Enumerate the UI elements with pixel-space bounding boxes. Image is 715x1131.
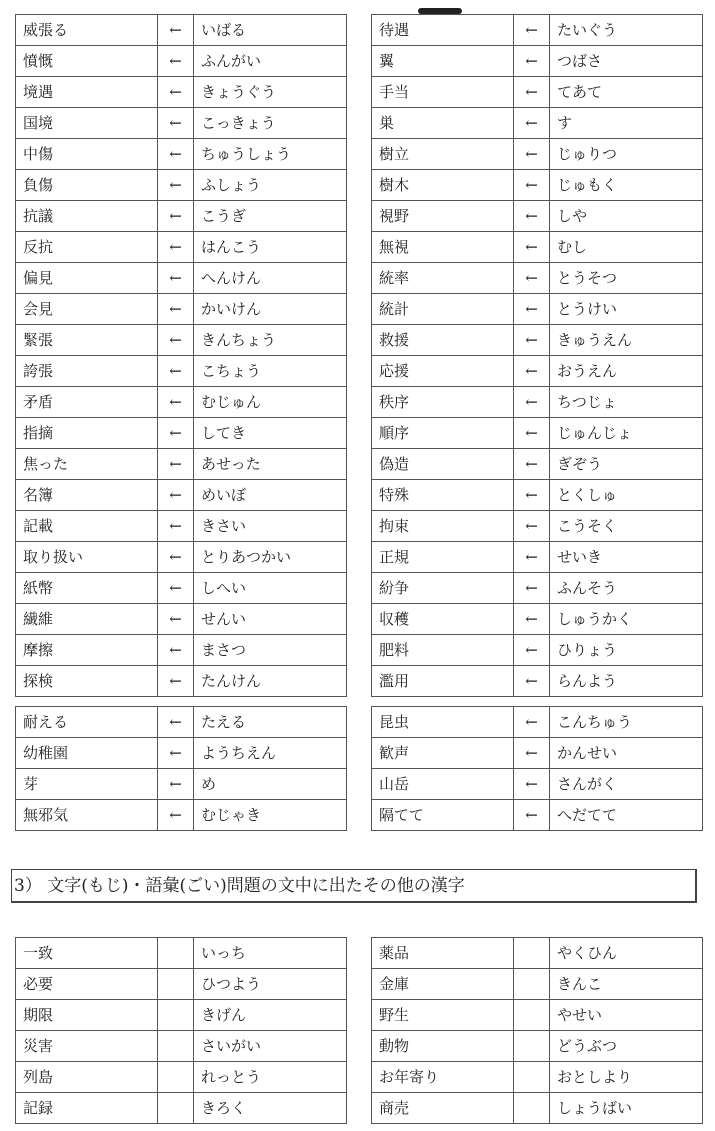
arrow-left-icon: ←	[514, 480, 550, 511]
reading: いっち	[194, 938, 347, 969]
kanji-word: 芽	[16, 769, 158, 800]
table-row	[372, 800, 703, 831]
reading: きゅうえん	[550, 325, 703, 356]
table-row	[16, 170, 347, 201]
kanji-word: 収穫	[372, 604, 514, 635]
reading: ぎぞう	[550, 449, 703, 480]
kanji-word: 肥料	[372, 635, 514, 666]
kanji-word: 誇張	[16, 356, 158, 387]
kanji-word: 列島	[16, 1062, 158, 1093]
table-row	[16, 294, 347, 325]
reading: とうそつ	[550, 263, 703, 294]
kanji-word: 取り扱い	[16, 542, 158, 573]
reading: かいけん	[194, 294, 347, 325]
kanji-word: 無邪気	[16, 800, 158, 831]
table-row	[16, 635, 347, 666]
kanji-word: 偽造	[372, 449, 514, 480]
reading: さいがい	[194, 1031, 347, 1062]
kanji-word: 順序	[372, 418, 514, 449]
table-row	[16, 511, 347, 542]
blank-cell	[514, 969, 550, 1000]
kanji-word: 濫用	[372, 666, 514, 697]
reading: きょうぐう	[194, 77, 347, 108]
reading: せいき	[550, 542, 703, 573]
kanji-word: 名簿	[16, 480, 158, 511]
table-row	[16, 77, 347, 108]
reading: しょうばい	[550, 1093, 703, 1124]
table-row	[16, 707, 347, 738]
table-row	[372, 418, 703, 449]
reading: じゅりつ	[550, 139, 703, 170]
arrow-left-icon: ←	[514, 800, 550, 831]
kanji-word: 指摘	[16, 418, 158, 449]
table-row	[372, 480, 703, 511]
arrow-left-icon: ←	[158, 263, 194, 294]
arrow-left-icon: ←	[514, 769, 550, 800]
arrow-left-icon: ←	[514, 707, 550, 738]
reading: とくしゅ	[550, 480, 703, 511]
reading: へんけん	[194, 263, 347, 294]
kanji-word: 威張る	[16, 15, 158, 46]
kanji-word: 耐える	[16, 707, 158, 738]
table-row	[16, 232, 347, 263]
reading: かんせい	[550, 738, 703, 769]
reading: しゅうかく	[550, 604, 703, 635]
arrow-left-icon: ←	[514, 263, 550, 294]
arrow-left-icon: ←	[514, 542, 550, 573]
kanji-word: 山岳	[372, 769, 514, 800]
table-row	[372, 542, 703, 573]
table-row	[372, 232, 703, 263]
reading: ひつよう	[194, 969, 347, 1000]
table-row	[16, 480, 347, 511]
kanji-word: 一致	[16, 938, 158, 969]
kanji-word: 抗議	[16, 201, 158, 232]
kanji-word: 繊維	[16, 604, 158, 635]
table-row	[16, 969, 347, 1000]
kanji-word: 幼稚園	[16, 738, 158, 769]
table-row	[372, 1062, 703, 1093]
kanji-word: 境遇	[16, 77, 158, 108]
table-row	[16, 15, 347, 46]
table-row	[16, 938, 347, 969]
table-row	[372, 707, 703, 738]
arrow-left-icon: ←	[158, 108, 194, 139]
arrow-left-icon: ←	[514, 139, 550, 170]
table-row	[372, 1093, 703, 1124]
kanji-word: 秩序	[372, 387, 514, 418]
table-row	[16, 356, 347, 387]
arrow-left-icon: ←	[158, 232, 194, 263]
arrow-left-icon: ←	[158, 542, 194, 573]
arrow-left-icon: ←	[514, 604, 550, 635]
arrow-left-icon: ←	[514, 418, 550, 449]
table-row	[16, 738, 347, 769]
reading: ちつじょ	[550, 387, 703, 418]
arrow-left-icon: ←	[514, 573, 550, 604]
kanji-word: 樹立	[372, 139, 514, 170]
arrow-left-icon: ←	[158, 325, 194, 356]
kanji-word: 紛争	[372, 573, 514, 604]
reading: きんちょう	[194, 325, 347, 356]
arrow-left-icon: ←	[158, 139, 194, 170]
table-row	[372, 46, 703, 77]
arrow-left-icon: ←	[158, 604, 194, 635]
blank-cell	[158, 938, 194, 969]
table-row	[16, 325, 347, 356]
reading: つばさ	[550, 46, 703, 77]
reading: とりあつかい	[194, 542, 347, 573]
kanji-word: 応援	[372, 356, 514, 387]
reading: す	[550, 108, 703, 139]
reading: せんい	[194, 604, 347, 635]
table-row	[16, 201, 347, 232]
kanji-word: 期限	[16, 1000, 158, 1031]
arrow-left-icon: ←	[514, 387, 550, 418]
blank-cell	[514, 1093, 550, 1124]
table-row	[372, 573, 703, 604]
arrow-left-icon: ←	[158, 449, 194, 480]
vocab-table-left-2	[15, 706, 347, 831]
arrow-left-icon: ←	[514, 77, 550, 108]
table-row	[372, 738, 703, 769]
kanji-word: 視野	[372, 201, 514, 232]
reading: ふんがい	[194, 46, 347, 77]
arrow-left-icon: ←	[158, 707, 194, 738]
kanji-word: 負傷	[16, 170, 158, 201]
table-row	[372, 325, 703, 356]
reading: きげん	[194, 1000, 347, 1031]
arrow-left-icon: ←	[158, 511, 194, 542]
reading: してき	[194, 418, 347, 449]
table-row	[372, 1000, 703, 1031]
reading: ようちえん	[194, 738, 347, 769]
reading: きろく	[194, 1093, 347, 1124]
kanji-word: 動物	[372, 1031, 514, 1062]
table-row	[372, 666, 703, 697]
blank-cell	[158, 1093, 194, 1124]
kanji-word: 矛盾	[16, 387, 158, 418]
arrow-left-icon: ←	[514, 232, 550, 263]
arrow-left-icon: ←	[158, 77, 194, 108]
vocab-table-right-2	[371, 706, 703, 831]
reading: やくひん	[550, 938, 703, 969]
blank-cell	[514, 938, 550, 969]
table-row	[16, 1031, 347, 1062]
blank-cell	[158, 969, 194, 1000]
table-row	[372, 387, 703, 418]
arrow-left-icon: ←	[514, 294, 550, 325]
kanji-word: 記録	[16, 1093, 158, 1124]
vocab-table-right-3	[371, 937, 703, 1124]
arrow-left-icon: ←	[158, 418, 194, 449]
table-row	[16, 46, 347, 77]
arrow-left-icon: ←	[514, 666, 550, 697]
kanji-word: 正規	[372, 542, 514, 573]
arrow-left-icon: ←	[158, 356, 194, 387]
reading: おうえん	[550, 356, 703, 387]
table-row	[372, 201, 703, 232]
table-row	[16, 108, 347, 139]
reading: れっとう	[194, 1062, 347, 1093]
table-row	[372, 769, 703, 800]
arrow-left-icon: ←	[158, 738, 194, 769]
table-row	[16, 449, 347, 480]
reading: きんこ	[550, 969, 703, 1000]
kanji-word: 手当	[372, 77, 514, 108]
reading: こんちゅう	[550, 707, 703, 738]
reading: むじゅん	[194, 387, 347, 418]
kanji-word: 記載	[16, 511, 158, 542]
kanji-word: 偏見	[16, 263, 158, 294]
reading: へだてて	[550, 800, 703, 831]
arrow-left-icon: ←	[158, 46, 194, 77]
arrow-left-icon: ←	[514, 356, 550, 387]
table-row	[16, 604, 347, 635]
table-row	[372, 511, 703, 542]
arrow-left-icon: ←	[514, 108, 550, 139]
kanji-word: 待遇	[372, 15, 514, 46]
arrow-left-icon: ←	[514, 15, 550, 46]
table-row	[16, 800, 347, 831]
arrow-left-icon: ←	[514, 170, 550, 201]
reading: むじゃき	[194, 800, 347, 831]
reading: たいぐう	[550, 15, 703, 46]
reading: じゅもく	[550, 170, 703, 201]
arrow-left-icon: ←	[158, 170, 194, 201]
table-row	[372, 969, 703, 1000]
kanji-word: 憤慨	[16, 46, 158, 77]
reading: ちゅうしょう	[194, 139, 347, 170]
kanji-word: 緊張	[16, 325, 158, 356]
table-row	[372, 139, 703, 170]
section-heading: 3） 文字(もじ)・語彙(ごい)問題の文中に出たその他の漢字	[11, 869, 697, 903]
arrow-left-icon: ←	[158, 635, 194, 666]
reading: しや	[550, 201, 703, 232]
kanji-word: お年寄り	[372, 1062, 514, 1093]
kanji-word: 必要	[16, 969, 158, 1000]
kanji-word: 無視	[372, 232, 514, 263]
kanji-word: 救援	[372, 325, 514, 356]
kanji-word: 昆虫	[372, 707, 514, 738]
blank-cell	[514, 1000, 550, 1031]
reading: てあて	[550, 77, 703, 108]
arrow-left-icon: ←	[158, 573, 194, 604]
blank-cell	[158, 1031, 194, 1062]
kanji-word: 拘束	[372, 511, 514, 542]
reading: さんがく	[550, 769, 703, 800]
table-row	[16, 1000, 347, 1031]
table-row	[372, 15, 703, 46]
reading: きさい	[194, 511, 347, 542]
kanji-word: 薬品	[372, 938, 514, 969]
kanji-word: 商売	[372, 1093, 514, 1124]
kanji-word: 樹木	[372, 170, 514, 201]
table-row	[16, 1062, 347, 1093]
table-row	[372, 170, 703, 201]
reading: どうぶつ	[550, 1031, 703, 1062]
reading: とうけい	[550, 294, 703, 325]
kanji-word: 災害	[16, 1031, 158, 1062]
arrow-left-icon: ←	[158, 15, 194, 46]
arrow-left-icon: ←	[514, 201, 550, 232]
arrow-left-icon: ←	[158, 480, 194, 511]
reading: いばる	[194, 15, 347, 46]
table-row	[16, 573, 347, 604]
reading: あせった	[194, 449, 347, 480]
kanji-word: 巣	[372, 108, 514, 139]
table-row	[16, 263, 347, 294]
table-row	[372, 938, 703, 969]
reading: しへい	[194, 573, 347, 604]
arrow-left-icon: ←	[158, 201, 194, 232]
reading: らんよう	[550, 666, 703, 697]
kanji-word: 翼	[372, 46, 514, 77]
kanji-word: 統計	[372, 294, 514, 325]
kanji-word: 隔てて	[372, 800, 514, 831]
blank-cell	[158, 1000, 194, 1031]
arrow-left-icon: ←	[514, 325, 550, 356]
table-row	[372, 294, 703, 325]
kanji-word: 探検	[16, 666, 158, 697]
kanji-word: 国境	[16, 108, 158, 139]
reading: こっきょう	[194, 108, 347, 139]
arrow-left-icon: ←	[158, 666, 194, 697]
table-row	[16, 418, 347, 449]
arrow-left-icon: ←	[158, 769, 194, 800]
table-row	[372, 108, 703, 139]
vocab-table-right-1	[371, 14, 703, 697]
reading: ひりょう	[550, 635, 703, 666]
kanji-word: 金庫	[372, 969, 514, 1000]
reading: おとしより	[550, 1062, 703, 1093]
arrow-left-icon: ←	[514, 738, 550, 769]
table-row	[16, 769, 347, 800]
kanji-word: 会見	[16, 294, 158, 325]
blank-cell	[158, 1062, 194, 1093]
table-row	[372, 77, 703, 108]
table-row	[372, 449, 703, 480]
kanji-word: 反抗	[16, 232, 158, 263]
reading: じゅんじょ	[550, 418, 703, 449]
table-row	[16, 1093, 347, 1124]
kanji-word: 野生	[372, 1000, 514, 1031]
reading: たんけん	[194, 666, 347, 697]
reading: め	[194, 769, 347, 800]
table-row	[16, 542, 347, 573]
kanji-word: 焦った	[16, 449, 158, 480]
arrow-left-icon: ←	[514, 511, 550, 542]
arrow-left-icon: ←	[158, 294, 194, 325]
reading: ふんそう	[550, 573, 703, 604]
reading: こちょう	[194, 356, 347, 387]
arrow-left-icon: ←	[158, 387, 194, 418]
table-row	[16, 666, 347, 697]
kanji-word: 摩擦	[16, 635, 158, 666]
reading: むし	[550, 232, 703, 263]
kanji-word: 中傷	[16, 139, 158, 170]
reading: はんこう	[194, 232, 347, 263]
blank-cell	[514, 1031, 550, 1062]
reading: こうぎ	[194, 201, 347, 232]
kanji-word: 歓声	[372, 738, 514, 769]
arrow-left-icon: ←	[158, 800, 194, 831]
vocab-table-left-1	[15, 14, 347, 697]
reading: めいぼ	[194, 480, 347, 511]
table-row	[372, 1031, 703, 1062]
kanji-word: 紙幣	[16, 573, 158, 604]
table-row	[372, 263, 703, 294]
table-row	[16, 387, 347, 418]
table-row	[372, 635, 703, 666]
kanji-word: 特殊	[372, 480, 514, 511]
table-row	[16, 139, 347, 170]
arrow-left-icon: ←	[514, 46, 550, 77]
reading: ふしょう	[194, 170, 347, 201]
vocab-table-left-3	[15, 937, 347, 1124]
reading: たえる	[194, 707, 347, 738]
blank-cell	[514, 1062, 550, 1093]
reading: まさつ	[194, 635, 347, 666]
reading: やせい	[550, 1000, 703, 1031]
reading: こうそく	[550, 511, 703, 542]
arrow-left-icon: ←	[514, 449, 550, 480]
table-row	[372, 604, 703, 635]
kanji-word: 統率	[372, 263, 514, 294]
table-row	[372, 356, 703, 387]
arrow-left-icon: ←	[514, 635, 550, 666]
